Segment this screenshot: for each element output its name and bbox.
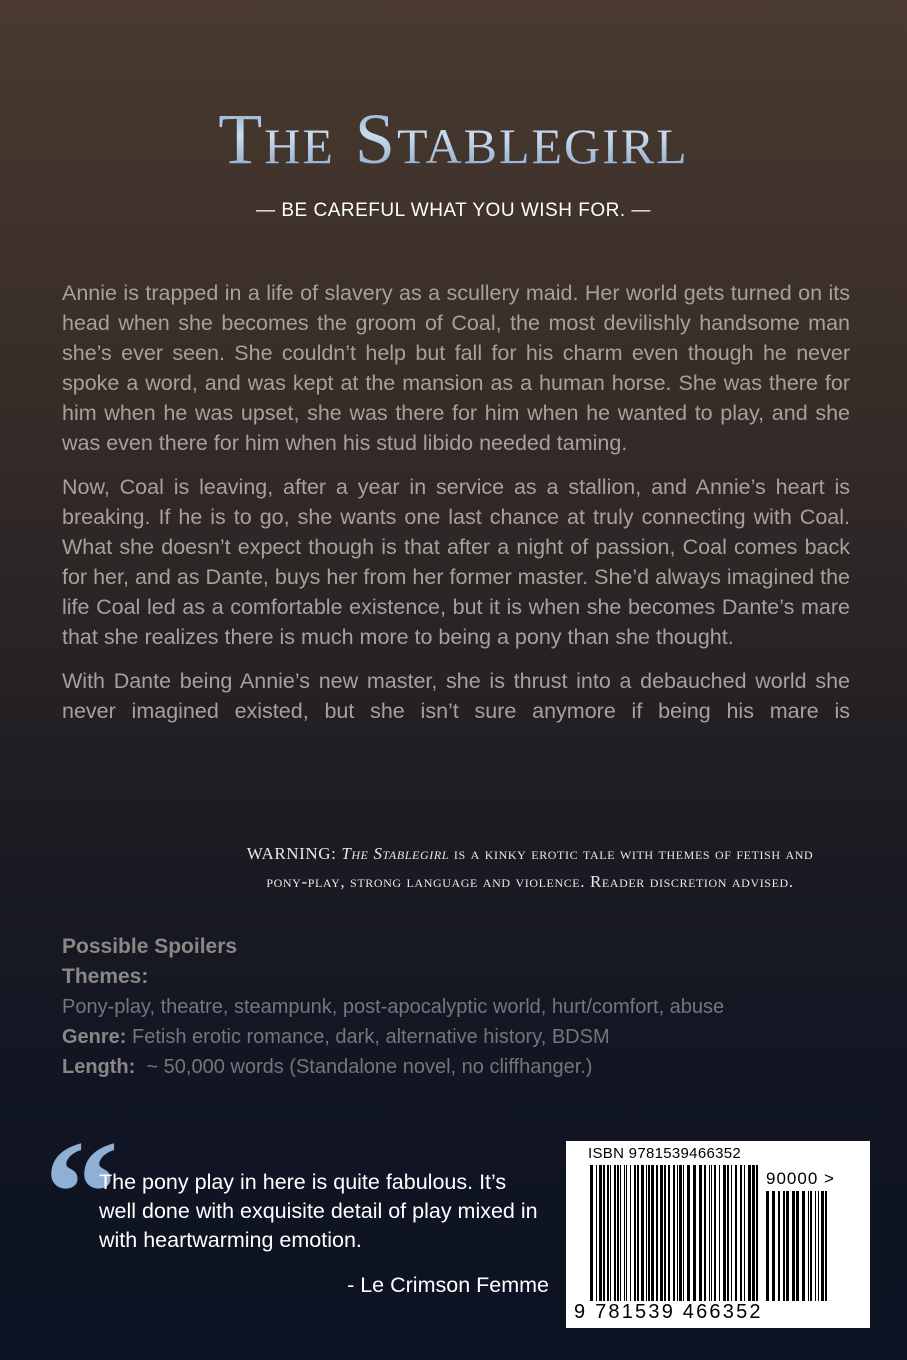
- quote-mark-icon: “: [44, 1110, 119, 1276]
- barcode-bar: [783, 1191, 785, 1301]
- barcode-bar: [731, 1165, 732, 1301]
- barcode-bar: [756, 1165, 758, 1301]
- themes-value: Pony-play, theatre, steampunk, post-apocalyptic world, hurt/comfort, abuse: [62, 996, 725, 1018]
- review-author: - Le Crimson Femme: [347, 1273, 549, 1297]
- barcode-bar: [693, 1165, 696, 1301]
- barcode-bar: [679, 1165, 682, 1301]
- barcode-bar: [630, 1165, 631, 1301]
- barcode-bar: [673, 1165, 675, 1301]
- barcode-bar: [617, 1165, 619, 1301]
- price-barcode-icon: [766, 1191, 828, 1301]
- price-code: 90000 >: [766, 1169, 835, 1188]
- themes-label: Themes:: [62, 965, 149, 988]
- barcode-bar: [766, 1191, 769, 1301]
- barcode-bar: [668, 1165, 670, 1301]
- barcode-bar: [752, 1165, 755, 1301]
- genre-value: Fetish erotic romance, dark, alternative history, BDSM: [126, 1026, 610, 1048]
- content-warning: [240, 840, 820, 896]
- barcode-bar: [723, 1165, 726, 1301]
- blurb-paragraph-3: With Dante being Annie’s new master, she is thrust into a debauched world she never imagined existed, but she isn’t sure anymore if being his mare is: [62, 669, 850, 723]
- review-quote: The pony play in here is quite fabulous. It’s well done with exquisite detail of play mixed in with heartwarming emotion.: [99, 1170, 538, 1252]
- spoilers-section: [62, 932, 862, 1082]
- barcode-bar: [815, 1191, 816, 1301]
- barcode-bar: [825, 1191, 827, 1301]
- barcode-bar: [614, 1165, 616, 1301]
- barcode-bar: [603, 1165, 605, 1301]
- warning-book-title: The Stablegirl: [341, 844, 450, 863]
- barcode-bar: [748, 1165, 751, 1301]
- barcode-bar: [727, 1165, 729, 1301]
- barcode-bar: [624, 1165, 625, 1301]
- barcode-bar: [699, 1165, 702, 1301]
- barcode-bar: [709, 1165, 710, 1301]
- warning-prefix: WARNING:: [246, 844, 342, 863]
- barcode-bar: [637, 1165, 639, 1301]
- genre-line: [62, 1022, 862, 1052]
- barcode-bar: [626, 1165, 627, 1301]
- tagline: — BE CAREFUL WHAT YOU WISH FOR. —: [256, 200, 651, 221]
- spoilers-heading: Possible Spoilers: [62, 935, 238, 958]
- warning-text: is a kinky erotic tale with themes of fetish and pony-play, strong language and violence. Reader discretion advised.: [266, 844, 814, 891]
- length-line: [62, 1052, 862, 1082]
- barcode-bar: [648, 1165, 650, 1301]
- barcode-bar: [634, 1165, 636, 1301]
- barcode-bar: [740, 1165, 742, 1301]
- isbn-label: ISBN 9781539466352: [588, 1145, 742, 1162]
- barcode-bar: [744, 1165, 745, 1301]
- barcode-bar: [810, 1191, 812, 1301]
- barcode-bar: [596, 1165, 597, 1301]
- barcode-bar: [651, 1165, 654, 1301]
- barcode-bar: [620, 1165, 621, 1301]
- barcode-bar: [796, 1191, 799, 1301]
- barcode-bar: [821, 1191, 824, 1301]
- length-label: Length:: [62, 1056, 136, 1078]
- barcode-bar: [818, 1191, 819, 1301]
- barcode-bar: [802, 1191, 805, 1301]
- barcode-bar: [590, 1165, 593, 1301]
- genre-label: Genre:: [62, 1026, 127, 1048]
- barcode-bar: [646, 1165, 647, 1301]
- barcode-bar: [610, 1165, 611, 1301]
- barcode-bar: [778, 1191, 780, 1301]
- blurb-paragraph-2: Now, Coal is leaving, after a year in service as a stallion, and Annie’s heart is breaking. If he is to go, she wants one last chance at truly connecting with Coal. What she doesn’t expect though is that after a night of passion, Coal comes back for her, and as Dante, buys her from her former master. She’d always imagined the life Coal led as a comfortable existence, but it is when she becomes Dante’s mare that she realizes there is much more to being a pony than she thought.: [62, 475, 850, 649]
- barcode-bar: [719, 1165, 720, 1301]
- isbn-digits: 9 781539 466352: [574, 1301, 763, 1323]
- barcode-bar: [772, 1191, 775, 1301]
- barcode-bar: [641, 1165, 644, 1301]
- barcode-bar: [607, 1165, 609, 1301]
- barcode-bar: [656, 1165, 658, 1301]
- barcode-bar: [660, 1165, 663, 1301]
- barcode-bar: [786, 1191, 789, 1301]
- isbn-barcode-icon: [590, 1165, 758, 1301]
- barcode-bar: [714, 1165, 716, 1301]
- barcode-bar: [704, 1165, 706, 1301]
- barcode-bar: [711, 1165, 712, 1301]
- length-value: ~ 50,000 words (Standalone novel, no cliffhanger.): [135, 1056, 593, 1078]
- barcode-bar: [735, 1165, 737, 1301]
- barcode-box: [566, 1141, 870, 1328]
- barcode-bar: [664, 1165, 666, 1301]
- barcode-bar: [683, 1165, 684, 1301]
- barcode-bar: [792, 1191, 795, 1301]
- blurb-paragraph-1: Annie is trapped in a life of slavery as a scullery maid. Her world gets turned on its head when she becomes the groom of Coal, the most devilishly handsome man she’s ever seen. She couldn’t help but fall for his charm even though he never spoke a word, and was kept at the mansion as a human horse. She was there for him when he was upset, she was there for him when he wanted to play, and she was even there for him when his stud libido needed taming.: [62, 281, 850, 455]
- barcode-bar: [677, 1165, 678, 1301]
- book-title: The Stablegirl: [0, 98, 907, 181]
- barcode-bar: [808, 1191, 809, 1301]
- blurb: [62, 278, 850, 740]
- barcode-bar: [687, 1165, 690, 1301]
- barcode-bar: [599, 1165, 602, 1301]
